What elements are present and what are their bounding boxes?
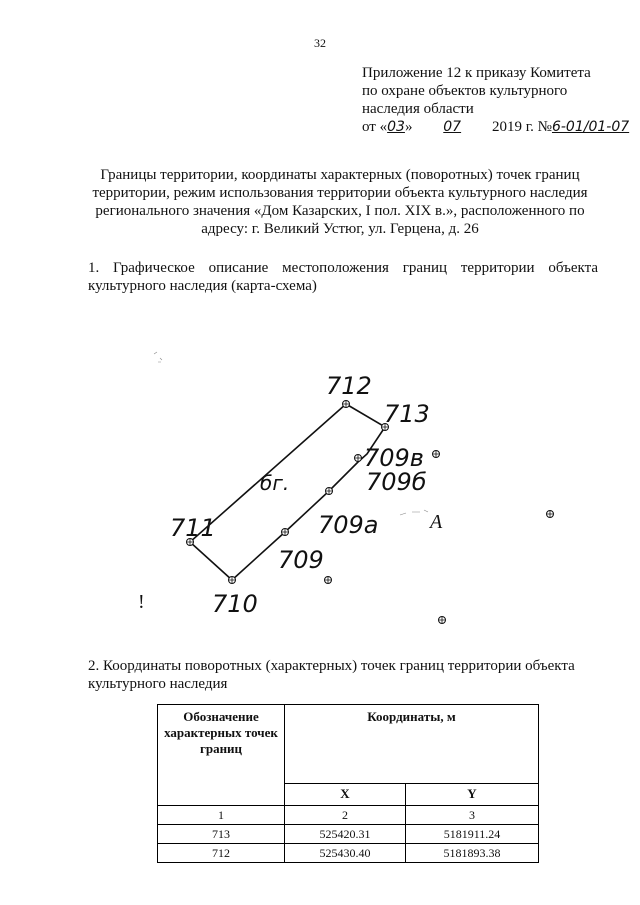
col-coords-header: Координаты, м bbox=[285, 705, 539, 784]
x-cell: 525420.31 bbox=[285, 825, 406, 844]
date-mid: » bbox=[404, 119, 413, 135]
title-line-2: территории, режим использования территории объекта культурного наследия bbox=[92, 185, 588, 201]
table-row bbox=[158, 825, 539, 844]
table-row bbox=[158, 844, 539, 863]
index-cell: 3 bbox=[405, 806, 538, 825]
date-day: 03 bbox=[387, 119, 405, 135]
page-number: 32 bbox=[314, 36, 326, 50]
col-point-header: Обозначение характерных точек границ bbox=[158, 705, 285, 806]
coordinates-table bbox=[157, 704, 539, 863]
date-month: 07 bbox=[443, 119, 462, 135]
label-709v: 709в bbox=[364, 444, 424, 472]
section-2-heading: 2. Координаты поворотных (характерных) точек границ территории объекта культурного наследия bbox=[88, 658, 575, 692]
margin-mark: ! bbox=[138, 591, 145, 613]
title-line-4: адресу: г. Великий Устюг, ул. Герцена, д. 26 bbox=[201, 221, 479, 237]
label-713: 713 bbox=[384, 400, 430, 428]
object-label: бг. bbox=[260, 471, 290, 495]
col-x-header: X bbox=[285, 783, 406, 805]
label-712: 712 bbox=[326, 372, 372, 400]
col-y-header: Y bbox=[405, 783, 538, 805]
point-cell: 712 bbox=[158, 844, 285, 863]
annex-line-2: по охране объектов культурного bbox=[362, 83, 568, 99]
label-711: 711 bbox=[170, 514, 216, 542]
index-cell: 2 bbox=[285, 806, 406, 825]
label-709a: 709а bbox=[318, 511, 379, 539]
table-index-row bbox=[158, 806, 539, 825]
annex-line-3: наследия области bbox=[362, 101, 474, 117]
date-year: 2019 г. № bbox=[491, 119, 552, 135]
x-cell: 525430.40 bbox=[285, 844, 406, 863]
annex-header bbox=[362, 64, 632, 136]
label-710: 710 bbox=[212, 590, 258, 618]
title-line-3: регионального значения «Дом Казарских, I пол. XIX в.», расположенного по bbox=[95, 203, 585, 219]
letter-label: А bbox=[430, 511, 443, 533]
table-header-row bbox=[158, 705, 539, 784]
label-709: 709 bbox=[278, 546, 324, 574]
boundary-map bbox=[130, 340, 570, 640]
title-line-1: Границы территории, координаты характерных (поворотных) точек границ bbox=[100, 167, 580, 183]
document-title bbox=[60, 166, 620, 238]
index-cell: 1 bbox=[158, 806, 285, 825]
y-cell: 5181911.24 bbox=[405, 825, 538, 844]
annex-date-line bbox=[362, 118, 632, 136]
y-cell: 5181893.38 bbox=[405, 844, 538, 863]
label-709b: 709б bbox=[366, 468, 427, 496]
order-number: 6-01/01-07 bbox=[551, 119, 630, 135]
annex-line-1: Приложение 12 к приказу Комитета bbox=[362, 65, 591, 81]
date-prefix: от « bbox=[362, 119, 388, 135]
section-1-heading: 1. Графическое описание местоположения границ территории объекта культурного наследия (карта-схема) bbox=[88, 260, 598, 294]
point-cell: 713 bbox=[158, 825, 285, 844]
